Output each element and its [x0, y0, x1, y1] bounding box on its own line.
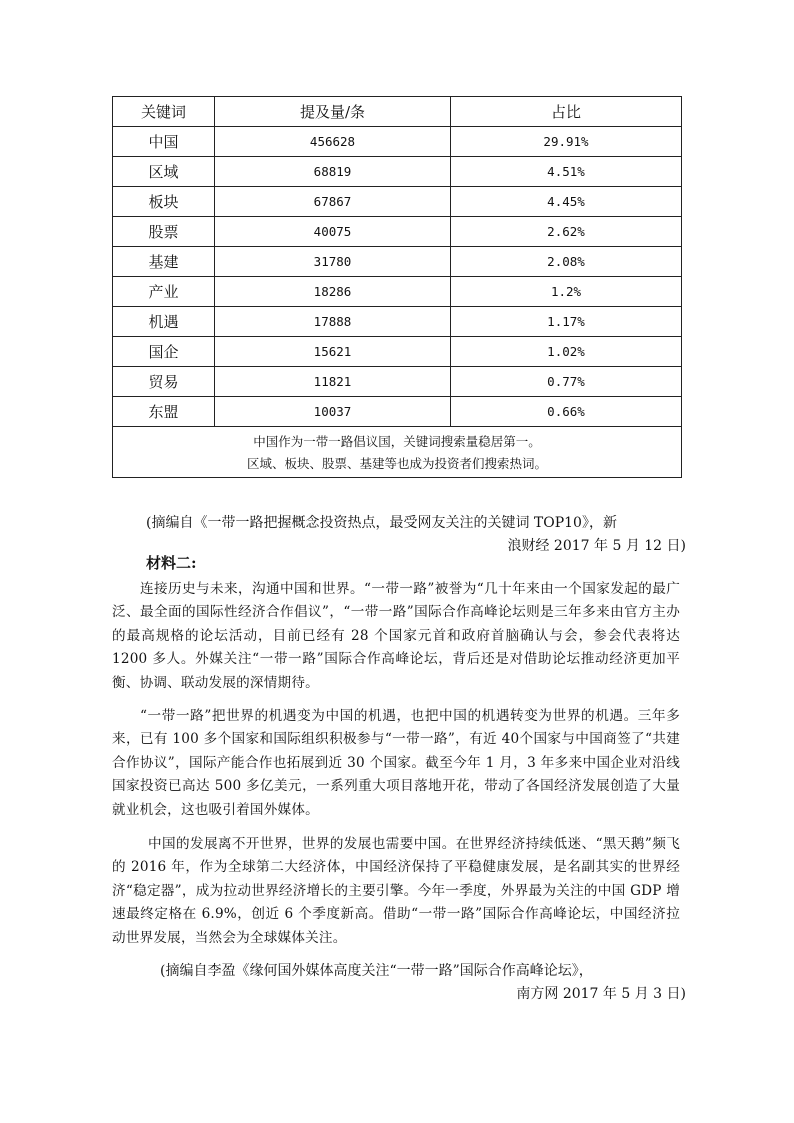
cell-share: 2.08%	[451, 247, 682, 277]
cell-count: 18286	[215, 277, 451, 307]
table-row	[113, 247, 682, 277]
cell-keyword: 区域	[113, 157, 215, 187]
cell-keyword: 东盟	[113, 397, 215, 427]
cell-keyword: 国企	[113, 337, 215, 367]
paragraph-3	[112, 833, 680, 950]
cell-share: 1.17%	[451, 307, 682, 337]
table-row	[113, 397, 682, 427]
source-line: (摘编自《一带一路把握概念投资热点，最受网友关注的关键词 TOP10》，新	[146, 515, 617, 531]
keyword-table-container	[112, 96, 681, 478]
text-line: “一带一路”把世界的机遇变为中国的机遇，也把中国的机遇转变为世界的	[140, 708, 596, 724]
source-citation-2	[160, 960, 686, 1006]
cell-keyword: 板块	[113, 187, 215, 217]
source-citation-1	[146, 512, 686, 558]
text-line: 中国的发展离不开世界，世界的发展也需要中国。在世界经济持续低迷、	[148, 836, 596, 852]
text-line: 机遇。三年多来，已有 100 多个国家和国际组织积极参与“一带一路”，有近 40	[112, 708, 680, 748]
cell-keyword: 基建	[113, 247, 215, 277]
cell-share: 1.02%	[451, 337, 682, 367]
cell-count: 17888	[215, 307, 451, 337]
source-line: 南方网 2017 年 5 月 3 日)	[516, 986, 686, 1002]
text-line: 情期待。	[263, 674, 319, 691]
cell-count: 456628	[215, 127, 451, 157]
table-note-line: 区域、板块、股票、基建等也成为投资者们搜索热词。	[246, 456, 547, 471]
cell-share: 4.51%	[451, 157, 682, 187]
keyword-table	[112, 96, 682, 478]
cell-keyword: 机遇	[113, 307, 215, 337]
header-share: 占比	[451, 97, 682, 127]
cell-count: 67867	[215, 187, 451, 217]
header-count: 提及量/条	[215, 97, 451, 127]
cell-count: 11821	[215, 367, 451, 397]
cell-share: 0.66%	[451, 397, 682, 427]
text-line: 重大项目落地开花，带动了各国经济发展创造了大量就业机会，这也吸引着国外	[112, 778, 680, 818]
text-line: 际合作高峰论坛，背后还是对借助论坛推动经济更加平衡、协调、联动发展的深	[112, 651, 680, 691]
text-line: 国家发起的最广泛、最全面的国际性经济合作倡议”，“一带一路”国际合作高	[112, 581, 681, 621]
table-row	[113, 127, 682, 157]
source-line: 浪财经 2017 年 5 月 12 日)	[507, 538, 686, 554]
table-note-line: 中国作为一带一路倡议国，关键词搜索量稳居第一。	[253, 434, 541, 449]
text-line: 元首和政府首脑确认与会，参会代表将达 1200 多人。外媒关注“一带一路”国	[112, 627, 680, 668]
cell-share: 1.2%	[451, 277, 682, 307]
cell-share: 29.91%	[451, 127, 682, 157]
cell-keyword: 中国	[113, 127, 215, 157]
cell-count: 40075	[215, 217, 451, 247]
section-heading: 材料二:	[146, 554, 197, 572]
source-line: (摘编自李盈《缘何国外媒体高度关注“一带一路”国际合作高峰论坛》，	[160, 963, 593, 979]
cell-share: 4.45%	[451, 187, 682, 217]
cell-keyword: 产业	[113, 277, 215, 307]
table-note-row	[113, 427, 682, 478]
text-line: 球媒体关注。	[263, 929, 347, 946]
paragraph-1	[112, 578, 680, 695]
table-header-row	[113, 97, 682, 127]
table-row	[113, 337, 682, 367]
header-keyword: 关键词	[113, 97, 215, 127]
table-row	[113, 217, 682, 247]
table-row	[113, 187, 682, 217]
cell-keyword: 股票	[113, 217, 215, 247]
text-line: 截至今年 1 月，3 年多来中国企业对沿线国家投资已高达 500 多亿美元，一系列	[112, 754, 680, 795]
text-line: 发展，是名副其实的世界经济“稳定器”，成为拉动世界经济增长的主要引擎。	[112, 859, 680, 899]
cell-keyword: 贸易	[113, 367, 215, 397]
text-line: 连接历史与未来，沟通中国和世界。“一带一路”被誉为“几十年来由一个	[140, 581, 583, 597]
cell-share: 2.62%	[451, 217, 682, 247]
paragraph-2	[112, 705, 680, 822]
text-line: 个国家与中国商签了“共建合作协议”，国际产能合作也拓展到近 30 个国家。	[112, 731, 680, 771]
table-row	[113, 277, 682, 307]
text-line: 今年一季度，外界最为关注的中国 GDP 增速最终定格在 6.9%，创近 6 个季度新	[112, 882, 681, 923]
table-row	[113, 157, 682, 187]
cell-share: 0.77%	[451, 367, 682, 397]
cell-count: 15621	[215, 337, 451, 367]
cell-count: 10037	[215, 397, 451, 427]
cell-count: 31780	[215, 247, 451, 277]
text-line: 高。借助“一带一路”国际合作高峰论坛，中国经济拉动世界发展，当然会为全	[112, 906, 680, 946]
text-line: 峰论坛则是三年多来由官方主办的最高规格的论坛活动，目前已经有 28 个国家	[112, 604, 680, 644]
table-row	[113, 307, 682, 337]
cell-count: 68819	[215, 157, 451, 187]
table-row	[113, 367, 682, 397]
text-line: “黑天鹅”频飞的 2016 年，作为全球第二大经济体，中国经济保持了平稳健康	[112, 836, 680, 876]
text-line: 媒体。	[277, 801, 319, 818]
table-note	[113, 427, 682, 478]
